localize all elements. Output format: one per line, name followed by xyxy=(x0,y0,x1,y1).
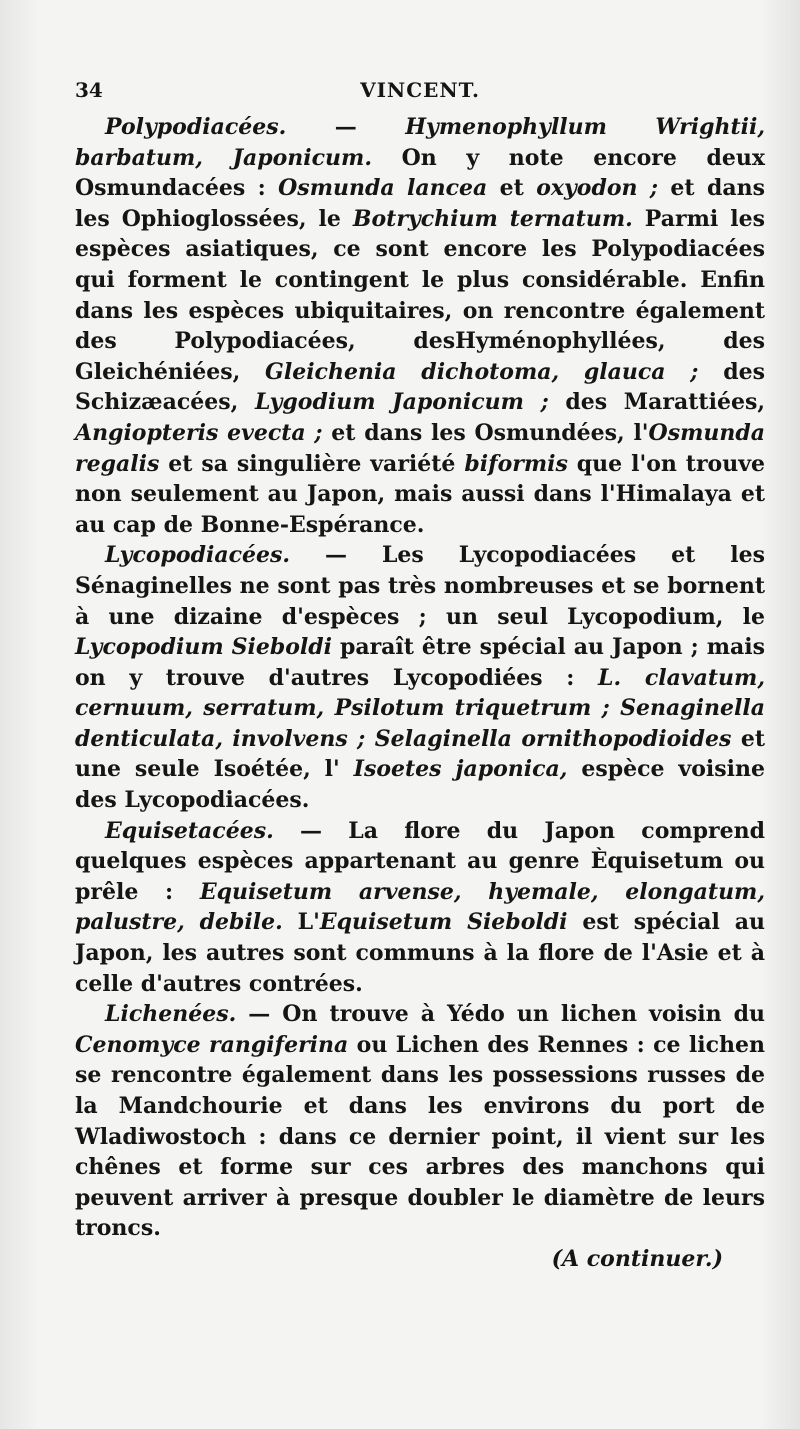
page-body xyxy=(75,112,765,1275)
page-number: 34 xyxy=(75,78,103,102)
text-run: des Schizæacées, xyxy=(75,358,765,416)
text-run: — Les Lycopodiacées et les Sénaginelles ne sont pas très nombreuses et se bornent à une dizaine d'espèces ; un seul Lycopodium, le xyxy=(75,542,765,630)
italic-text-run: Isoetes japonica, xyxy=(353,756,568,783)
italic-text-run: L. clavatum, cernuum, serratum, Psilotum triquetrum ; Senaginella denticulata, involvens ; Selaginella ornithopodioides xyxy=(75,664,765,752)
italic-text-run: Osmunda regalis xyxy=(75,419,766,477)
italic-text-run: Equisetacées. xyxy=(105,817,274,844)
text-run: paraît être spécial au Japon ; mais on y trouve d'autres Lycopodiées : xyxy=(75,634,766,691)
page-header xyxy=(75,78,765,106)
text-run: et une seule Isoétée, l' xyxy=(75,725,765,783)
text-run: On y note encore deux Osmundacées : xyxy=(75,144,765,202)
text-run: et dans les Ophioglossées, le xyxy=(75,175,765,232)
italic-text-run: Lygodium Japonicum ; xyxy=(254,389,549,416)
text-run: que l'on trouve non seulement au Japon, mais aussi dans l'Himalaya et au cap de Bonne-Espérance. xyxy=(75,450,765,538)
text-run: et dans les Osmundées, l' xyxy=(322,419,649,446)
paragraph-equisetacees xyxy=(75,816,765,1000)
paragraph-lichenees xyxy=(75,999,765,1244)
paragraph-lycopodiacees xyxy=(75,540,765,815)
continuation-note: (A continuer.) xyxy=(551,1245,723,1272)
italic-text-run: Lycopodium Sieboldi xyxy=(75,634,332,661)
text-run: Parmi les espèces asiatiques, ce sont encore les Polypodiacées qui forment le contingent le plus considérable. Enfin dans les espèces ubiquitaires, on rencontre également des Polypodiacées, desHyménophyllées, des Gleichéniées, xyxy=(75,205,765,385)
italic-text-run: Equisetum Sieboldi xyxy=(319,909,568,936)
text-run: et xyxy=(487,175,537,202)
text-run: espèce voisine des Lycopodiacées. xyxy=(75,756,765,814)
text-run: — On trouve à Yédo un lichen voisin du xyxy=(236,1001,765,1028)
text-run: — La flore du Japon comprend quelques espèces appartenant au genre Èquisetum ou prêle : xyxy=(75,817,765,905)
italic-text-run: Lycopodiacées. xyxy=(105,542,291,569)
paragraph-polypodiacees xyxy=(75,112,765,540)
italic-text-run: Gleichenia dichotoma, glauca ; xyxy=(265,358,699,385)
italic-text-run: Polypodiacées. xyxy=(105,114,287,140)
text-run: des Marattiées, xyxy=(548,389,765,416)
text-run: ou Lichen des Rennes : ce lichen se rencontre également dans les possessions russes de la Mandchourie et dans les environs du port de Wladiwostoch : dans ce dernier point, il vient sur les chênes et forme sur ces arbres des manchons qui peuvent arriver à presque doubler le diamètre de leurs troncs. xyxy=(75,1031,765,1242)
text-run: et sa singulière variété xyxy=(159,450,465,477)
italic-text-run: Hymenophyllum Wrightii, barbatum, Japonicum. xyxy=(75,114,766,171)
italic-text-run: Angiopteris evecta ; xyxy=(75,419,323,446)
italic-text-run: Osmunda lancea xyxy=(278,175,488,202)
italic-text-run: Botrychium ternatum. xyxy=(352,205,633,232)
text-run: est spécial au Japon, les autres sont communs à la flore de l'Asie et à celle d'autres contrées. xyxy=(75,909,765,997)
italic-text-run: Lichenées. xyxy=(105,1001,237,1028)
italic-text-run: oxyodon ; xyxy=(536,175,659,202)
running-head: VINCENT. xyxy=(360,78,480,102)
italic-text-run: Cenomyce rangiferina xyxy=(75,1031,349,1058)
italic-text-run: Equisetum arvense, hyemale, elongatum, palustre, debile. xyxy=(75,878,765,936)
text-run: — xyxy=(286,114,406,140)
italic-text-run: biformis xyxy=(464,450,568,477)
text-run: L' xyxy=(282,909,320,936)
